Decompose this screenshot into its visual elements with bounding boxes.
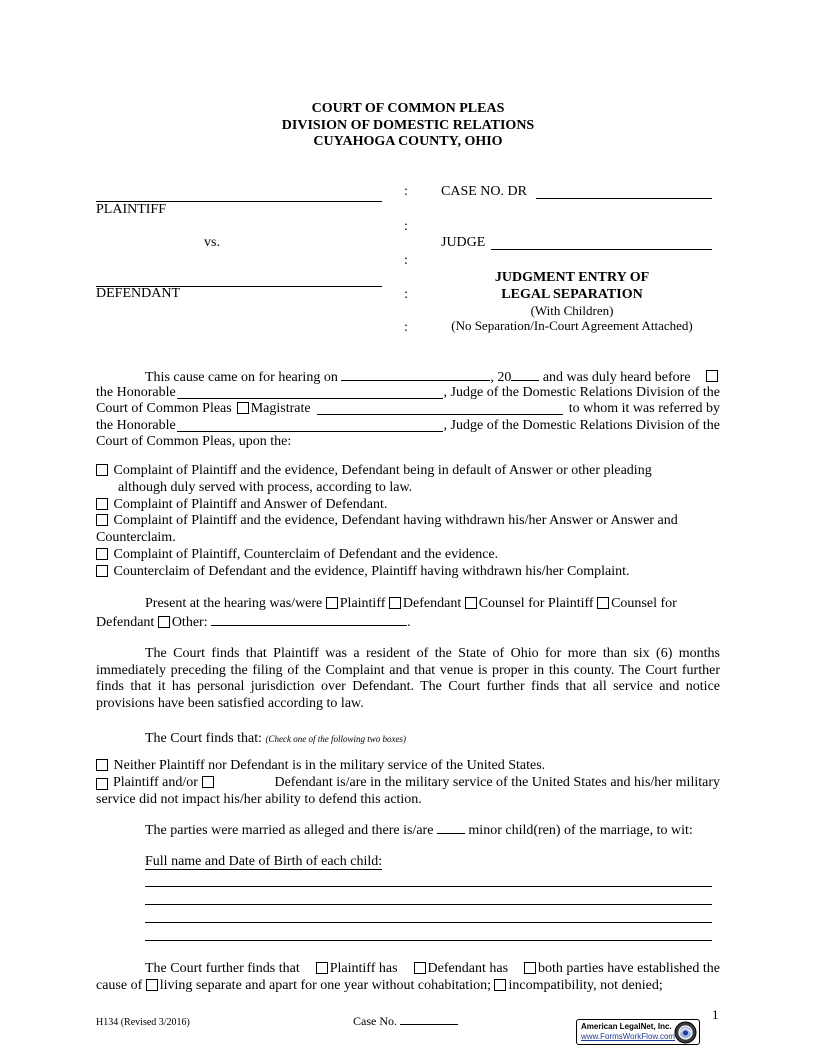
- defendant-label: DEFENDANT: [96, 286, 180, 301]
- case-no-field[interactable]: [536, 198, 712, 199]
- document-title-line2: LEGAL SEPARATION: [501, 287, 643, 302]
- hearing-text: to whom it was referred by: [568, 401, 720, 416]
- married-text: minor child(ren) of the marriage, to wit:: [468, 823, 693, 838]
- grounds-text: both parties have established the: [538, 961, 720, 976]
- hearing-text: the Honorable: [96, 418, 176, 433]
- military-option-2-checkbox[interactable]: [96, 778, 108, 790]
- living-separate-checkbox[interactable]: [146, 979, 158, 991]
- hearing-text: Court of Common Pleas: [96, 401, 232, 416]
- hearing-text: Magistrate: [250, 401, 311, 416]
- logo-company-name: American LegalNet, Inc.: [581, 1022, 672, 1031]
- present-text: Counsel for Plaintiff: [478, 596, 594, 611]
- child-entry-line-3[interactable]: [145, 922, 712, 923]
- grounds-text: living separate and apart for one year without cohabitation;: [159, 978, 491, 993]
- children-list-label: Full name and Date of Birth of each child:: [145, 854, 383, 869]
- document-subtitle: (With Children): [530, 303, 614, 318]
- grounds-text: cause of: [96, 978, 143, 993]
- footer-case-no-label: Case No.: [353, 1014, 397, 1028]
- plaintiff-label: PLAINTIFF: [96, 202, 167, 217]
- judge-label: JUDGE: [441, 235, 486, 250]
- grounds-both-checkbox[interactable]: [524, 962, 536, 974]
- court-name: COURT OF COMMON PLEAS: [311, 101, 505, 116]
- military-option-2-cont: service did not impact his/her ability to defend this action.: [96, 792, 422, 807]
- number-of-children-field[interactable]: [437, 821, 465, 834]
- upon-option-5-checkbox[interactable]: [96, 565, 108, 577]
- caption-colon: :: [404, 287, 408, 302]
- upon-option-text: Complaint of Plaintiff and the evidence, Defendant being in default of Answer or other pleading: [113, 463, 652, 478]
- military-text: Plaintiff and/or: [113, 775, 198, 790]
- present-plaintiff-checkbox[interactable]: [326, 597, 338, 609]
- grounds-plaintiff-checkbox[interactable]: [316, 962, 328, 974]
- child-entry-line-1[interactable]: [145, 886, 712, 887]
- hearing-line-4: [96, 418, 720, 435]
- present-text: Present at the hearing was/were: [145, 596, 323, 611]
- court-finds-text: The Court finds that:: [145, 731, 263, 746]
- upon-option-4: [96, 547, 498, 564]
- grounds-text: incompatibility, not denied;: [508, 978, 663, 993]
- present-other-field[interactable]: [211, 613, 407, 626]
- upon-option-4-checkbox[interactable]: [96, 548, 108, 560]
- case-no-label: CASE NO. DR: [441, 184, 527, 199]
- incompatibility-checkbox[interactable]: [494, 979, 506, 991]
- vs-label: vs.: [204, 235, 220, 250]
- globe-icon: [674, 1021, 697, 1044]
- military-option-1: [96, 758, 545, 775]
- hearing-text: , Judge of the Domestic Relations Division of the: [443, 385, 720, 400]
- footer-case-no-field[interactable]: [400, 1014, 458, 1025]
- present-line-2: Defendant Other: .: [96, 615, 411, 630]
- military-text: Neither Plaintiff nor Defendant is in the military service of the United States.: [113, 758, 546, 773]
- child-entry-line-2[interactable]: [145, 904, 712, 905]
- present-text: Other:: [171, 615, 208, 630]
- caption-colon: :: [404, 320, 408, 335]
- grounds-text: The Court further finds that: [145, 961, 300, 976]
- hearing-date-field[interactable]: [341, 368, 490, 381]
- upon-option-3: [96, 513, 678, 530]
- upon-option-2: [96, 497, 387, 514]
- grounds-defendant-checkbox[interactable]: [414, 962, 426, 974]
- county-name: CUYAHOGA COUNTY, OHIO: [313, 134, 503, 149]
- upon-option-text: Counterclaim of Defendant and the evidence, Plaintiff having withdrawn his/her Complaint.: [113, 564, 630, 579]
- hearing-text: , Judge of the Domestic Relations Division of the: [443, 418, 720, 433]
- referring-judge-field[interactable]: [177, 418, 443, 432]
- married-line: [145, 821, 693, 840]
- present-defendant-checkbox[interactable]: [389, 597, 401, 609]
- military-option-1-checkbox[interactable]: [96, 759, 108, 771]
- magistrate-field[interactable]: [317, 401, 563, 415]
- present-text: Counsel for: [611, 596, 677, 611]
- hearing-line-5: Court of Common Pleas, upon the:: [96, 434, 292, 449]
- page-number: 1: [712, 1007, 719, 1022]
- honorable-judge-field[interactable]: [177, 385, 443, 399]
- caption-colon: :: [404, 219, 408, 234]
- magistrate-checkbox[interactable]: [237, 402, 249, 414]
- married-text: The parties were married as alleged and there is/are: [145, 823, 434, 838]
- military-text: Defendant is/are in the military service of the United States and his/her military: [274, 775, 720, 790]
- upon-option-text: Complaint of Plaintiff and Answer of Defendant.: [113, 497, 388, 512]
- logo-website[interactable]: www.FormsWorkFlow.com: [581, 1032, 676, 1041]
- hearing-text: and was duly heard before: [542, 370, 691, 385]
- upon-option-1: [96, 463, 652, 480]
- military-option-2: [96, 775, 720, 792]
- residency-findings: The Court finds that Plaintiff was a resident of the State of Ohio for more than six (6) months immediately preceding the filing of the Complaint and that venue is proper in this county. The Court further finds that it has personal jurisdiction over Defendant. The Court further finds that all service and notice provisions have been satisfied according to law.: [96, 646, 720, 711]
- check-one-note: (Check one of the following two boxes): [265, 734, 407, 744]
- upon-option-text: Complaint of Plaintiff, Counterclaim of Defendant and the evidence.: [113, 547, 499, 562]
- judge-checkbox[interactable]: [706, 370, 718, 382]
- grounds-line-1: [145, 961, 720, 978]
- hearing-text: the Honorable: [96, 385, 176, 400]
- footer-case-no: [353, 1013, 458, 1030]
- upon-option-3-checkbox[interactable]: [96, 514, 108, 526]
- upon-option-1-checkbox[interactable]: [96, 464, 108, 476]
- upon-option-5: [96, 564, 630, 581]
- upon-option-2-checkbox[interactable]: [96, 498, 108, 510]
- child-entry-line-4[interactable]: [145, 940, 712, 941]
- hearing-line-3: [96, 401, 720, 418]
- court-finds-line: [145, 731, 406, 748]
- hearing-text: , 20: [490, 370, 512, 385]
- hearing-text: This cause came on for hearing on: [145, 370, 338, 385]
- american-legalnet-logo: [576, 1019, 700, 1045]
- present-text: Defendant: [96, 615, 155, 630]
- grounds-line-2: [96, 978, 663, 995]
- document-title-line1: JUDGMENT ENTRY OF: [494, 270, 650, 285]
- present-other-checkbox[interactable]: [158, 616, 170, 628]
- judge-field[interactable]: [491, 249, 712, 250]
- upon-option-1-cont: although duly served with process, according to law.: [118, 480, 413, 495]
- form-id: H134 (Revised 3/2016): [96, 1017, 190, 1028]
- grounds-text: Defendant has: [427, 961, 509, 976]
- present-counsel-plaintiff-checkbox[interactable]: [465, 597, 477, 609]
- present-text: Defendant: [402, 596, 462, 611]
- present-line-1: [145, 596, 677, 613]
- hearing-line-2: [96, 385, 720, 402]
- hearing-year-field[interactable]: [511, 368, 539, 381]
- division-name: DIVISION OF DOMESTIC RELATIONS: [281, 118, 535, 133]
- grounds-text: Plaintiff has: [329, 961, 398, 976]
- caption-colon: :: [404, 253, 408, 268]
- hearing-line-1: [145, 368, 691, 387]
- present-counsel-defendant-checkbox[interactable]: [597, 597, 609, 609]
- upon-option-3-cont: Counterclaim.: [96, 530, 176, 545]
- caption-colon: :: [404, 184, 408, 199]
- military-defendant-checkbox[interactable]: [202, 776, 214, 788]
- present-text: Plaintiff: [339, 596, 386, 611]
- document-subtitle-note: (No Separation/In-Court Agreement Attached): [451, 318, 693, 333]
- upon-option-text: Complaint of Plaintiff and the evidence, Defendant having withdrawn his/her Answer or Answer and: [113, 513, 678, 528]
